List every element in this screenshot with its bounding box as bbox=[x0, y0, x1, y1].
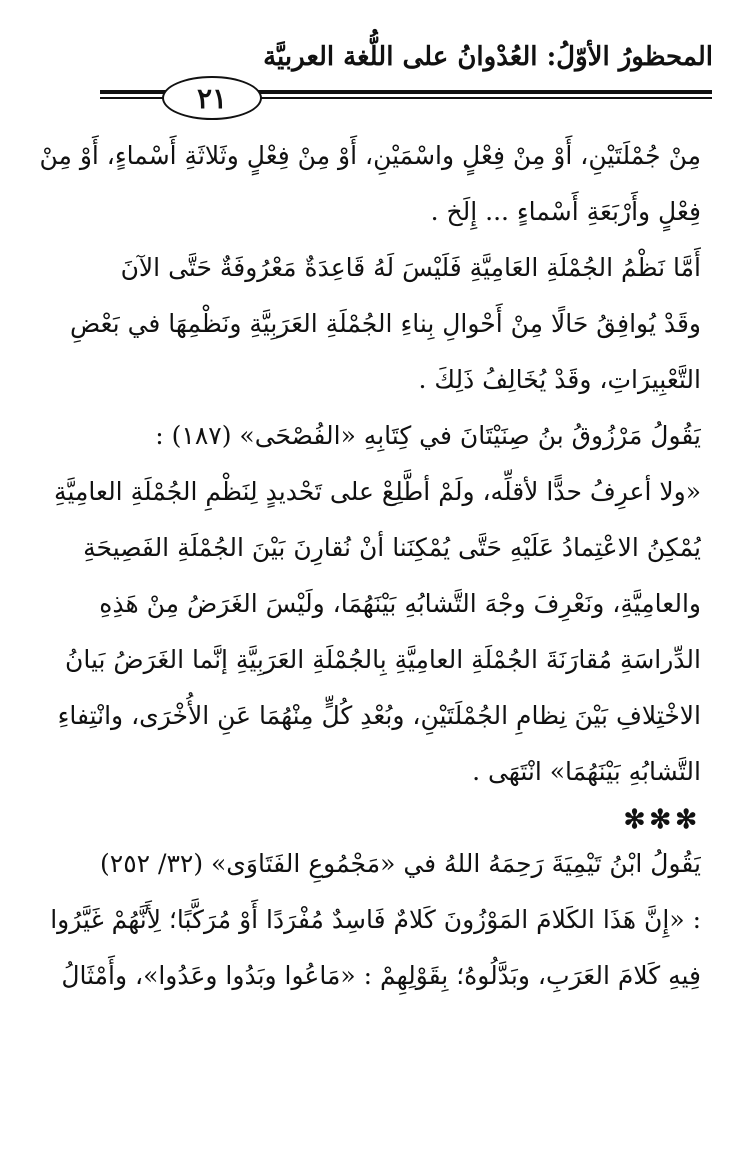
quote-line-1: «ولا أعرِفُ حدًّا لأقلِّه، ولَمْ أطَّلِعْ على تَحْديدٍ لِنَظْمِ الجُمْلَةِ العامِيَّةِ bbox=[54, 477, 701, 506]
quote-line-2: يُمْكِنُ الاعْتِمادُ عَلَيْهِ حَتَّى يُمْكِنَنا أنْ نُقارِنَ بَيْنَ الجُمْلَةِ الفَصِيحَةِ bbox=[83, 533, 701, 562]
quote-line-4: الدِّراسَةِ مُقارَنَةَ الجُمْلَةِ العامِيَّةِ بِالجُمْلَةِ العَرَبِيَّةِ إنَّما الغَرَضُ بَيانُ bbox=[64, 645, 701, 674]
text-line-1: مِنْ جُمْلَتَيْنِ، أَوْ مِنْ فِعْلٍ واسْمَيْنِ، أَوْ مِنْ فِعْلٍ وثَلاثَةِ أَسْماءٍ، أَوْ مِنْ bbox=[39, 141, 701, 170]
paragraph-line-4: وقَدْ يُوافِقُ حَالًا مِنْ أَحْوالِ بِناءِ الجُمْلَةِ العَرَبِيَّةِ ونَظْمِهَا في بَعْضِ bbox=[69, 309, 701, 338]
quote-line-5: الاخْتِلافِ بَيْنَ نِظامِ الجُمْلَتَيْنِ، وبُعْدِ كُلٍّ مِنْهُمَا عَنِ الأُخْرَى، وانْتِفاءِ bbox=[57, 701, 701, 730]
header-rule bbox=[100, 76, 712, 120]
paragraph-line-3: أَمَّا نَظْمُ الجُمْلَةِ العَامِيَّةِ فَلَيْسَ لَهُ قَاعِدَةٌ مَعْرُوفَةٌ حَتَّى الآنَ bbox=[120, 253, 701, 282]
quote-intro-line: يَقُولُ مَرْزُوقُ بنُ صِنَيْتَانَ في كِتَابِهِ «الفُصْحَى» (١٨٧) : bbox=[155, 421, 701, 450]
second-quote-line-2: فِيهِ كَلامَ العَرَبِ، وبَدَّلُوهُ؛ بِقَوْلِهِمْ : «مَاعُوا وبَدُوا وعَدُوا»، وأَمْثَالُ bbox=[61, 961, 701, 990]
page-number-badge: ٢١ bbox=[162, 76, 262, 120]
body-text bbox=[21, 128, 701, 1004]
quote-line-6: التَّشابُهِ بَيْنَهُمَا» انْتَهَى . bbox=[472, 757, 701, 786]
running-header-title: المحظورُ الأوّلُ: العُدْوانُ على اللُّغة العربيَّة bbox=[263, 42, 713, 72]
second-quote-intro-line: يَقُولُ ابْنُ تَيْمِيَةَ رَحِمَهُ اللهُ في «مَجْمُوعِ الفَتَاوَى» (٣٢/ ٢٥٢) bbox=[100, 849, 701, 878]
second-quote-line-1: : «إِنَّ هَذَا الكَلامَ المَوْزُونَ كَلامٌ فَاسِدٌ مُفْرَدًا أَوْ مُرَكَّبًا؛ لِأَنَّهُمْ غَيَّرُوا bbox=[50, 905, 701, 934]
quote-line-3: والعامِيَّةِ، ونَعْرِفَ وجْهَ التَّشابُهِ بَيْنَهُمَا، ولَيْسَ الغَرَضُ مِنْ هَذِهِ bbox=[99, 589, 701, 618]
paragraph-line-5: التَّعْبِيرَاتِ، وقَدْ يُخَالِفُ ذَلِكَ . bbox=[418, 365, 701, 394]
section-separator-stars: ✻✻✻ bbox=[623, 805, 701, 835]
text-line-2: فِعْلٍ وأَرْبَعَةِ أَسْماءٍ ... إِلَخ . bbox=[430, 197, 701, 226]
